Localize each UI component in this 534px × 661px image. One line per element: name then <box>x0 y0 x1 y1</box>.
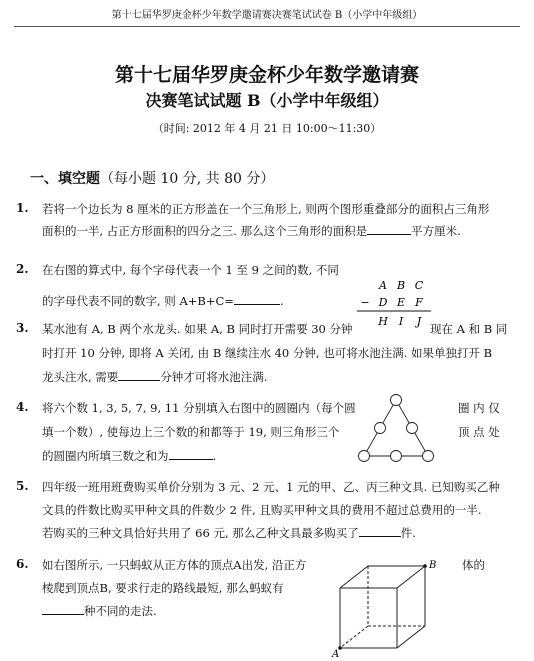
edge-circle[interactable] <box>407 423 418 434</box>
question-text: 顶 点 处 <box>458 425 500 439</box>
digit-c: C <box>414 279 424 292</box>
section-heading <box>30 168 274 188</box>
page-subtitle: 决赛笔试试题 B（小学中年级组） <box>145 91 389 110</box>
cube-edge <box>397 566 425 588</box>
vertex-circle[interactable] <box>391 395 402 406</box>
answer-blank[interactable] <box>169 447 213 460</box>
question-text: 棱爬到顶点B, 要求行走的路线最短, 那么蚂蚁有 <box>42 581 284 595</box>
question-text: 填一个数）, 使每边上三个数的和都等于 19, 则三角形三个 <box>42 425 340 439</box>
page-title: 第十七届华罗庚金杯少年数学邀请赛 <box>114 64 419 86</box>
digit-h: H <box>378 315 388 328</box>
section-title: 一、填空题 <box>30 171 100 187</box>
answer-blank[interactable] <box>42 602 84 615</box>
question-text: 种不同的走法. <box>42 602 157 619</box>
vertex-circle[interactable] <box>359 451 370 462</box>
question-text: 体的 <box>462 558 485 572</box>
edge-circle[interactable] <box>375 423 386 434</box>
question-text: 现在 A 和 B 同 <box>430 322 508 336</box>
vertex-circle[interactable] <box>423 451 434 462</box>
digit-b: B <box>396 279 406 292</box>
question-text: 的圆圈内所填三数之和为 . <box>42 449 217 463</box>
question-text: 若购买的三种文具恰好共用了 66 元, 那么乙种文具最多购买了 件. <box>42 526 416 540</box>
question-text: 龙头注水, 需要 分钟才可将水池注满. <box>42 370 268 384</box>
question-number: 6. <box>16 557 29 571</box>
question-text: 圈 内 仅 <box>458 401 500 415</box>
section-note: （每小题 10 分, 共 80 分） <box>100 171 275 187</box>
question-text: 面积的一半, 占正方形面积的四分之三. 那么这个三角形的面积是 平方厘米. <box>42 224 461 238</box>
vertex-b-dot <box>423 564 427 568</box>
subtraction-equation-figure <box>355 278 435 334</box>
answer-blank[interactable] <box>234 292 280 305</box>
question-text: 文具的件数比购买甲种文具的件数少 2 件, 且购买甲种文具的费用不超过总费用的一半. <box>42 503 482 517</box>
edge-circle[interactable] <box>391 451 402 462</box>
answer-blank[interactable] <box>359 524 401 537</box>
minus-sign: − <box>360 296 370 309</box>
question-text: 在右图的算式中, 每个字母代表一个 1 至 9 之间的数, 不同 <box>42 263 339 277</box>
question-text: 若将一个边长为 8 厘米的正方形盖在一个三角形上, 则两个图形重叠部分的面积占三角形 <box>42 202 490 216</box>
digit-a: A <box>379 279 387 292</box>
cube-edge <box>340 566 368 588</box>
question-number: 4. <box>16 400 29 414</box>
digit-f: F <box>415 296 423 309</box>
question-text: 将六个数 1, 3, 5, 7, 9, 11 分别填入右图中的圆圈内（每个圆 <box>42 401 356 415</box>
running-header: 第十七届华罗庚金杯少年数学邀请赛决赛笔试试卷 B（小学中年级组） <box>111 10 423 21</box>
answer-blank[interactable] <box>367 222 411 235</box>
question-text: 某水池有 A, B 两个水龙头. 如果 A, B 同时打开需要 30 分钟 <box>42 322 353 336</box>
question-number: 1. <box>16 201 29 215</box>
digit-e: E <box>396 296 406 309</box>
header-rule <box>14 26 520 27</box>
cube-edge <box>397 626 425 648</box>
digit-i: I <box>398 315 404 328</box>
triangle-circles-figure <box>356 392 436 466</box>
answer-blank[interactable] <box>118 368 160 381</box>
question-number: 5. <box>16 479 29 493</box>
cube-figure <box>330 558 440 658</box>
question-text: 时打开 10 分钟, 即将 A 关闭, 由 B 继续注水 40 分钟, 也可将水池注满. 如果单独打开 B <box>42 346 493 360</box>
digit-d: D <box>378 296 388 309</box>
vertex-a-label: A <box>332 649 340 658</box>
vertex-b-label: B <box>429 560 437 571</box>
question-text: 如右图所示, 一只蚂蚁从正方体的顶点A出发, 沿正方 <box>42 558 307 572</box>
exam-time: （时间: 2012 年 4 月 21 日 10:00～11:30） <box>152 122 382 135</box>
question-text: 的字母代表不同的数字, 则 A+B+C= . <box>42 294 284 308</box>
question-number: 2. <box>16 262 29 276</box>
question-text: 四年级一班用班费购买单价分别为 3 元、2 元、1 元的甲、乙、丙三种文具. 已知购买乙种 <box>42 480 500 494</box>
hidden-edge <box>340 626 368 648</box>
question-number: 3. <box>16 321 29 335</box>
digit-j: J <box>416 315 422 328</box>
